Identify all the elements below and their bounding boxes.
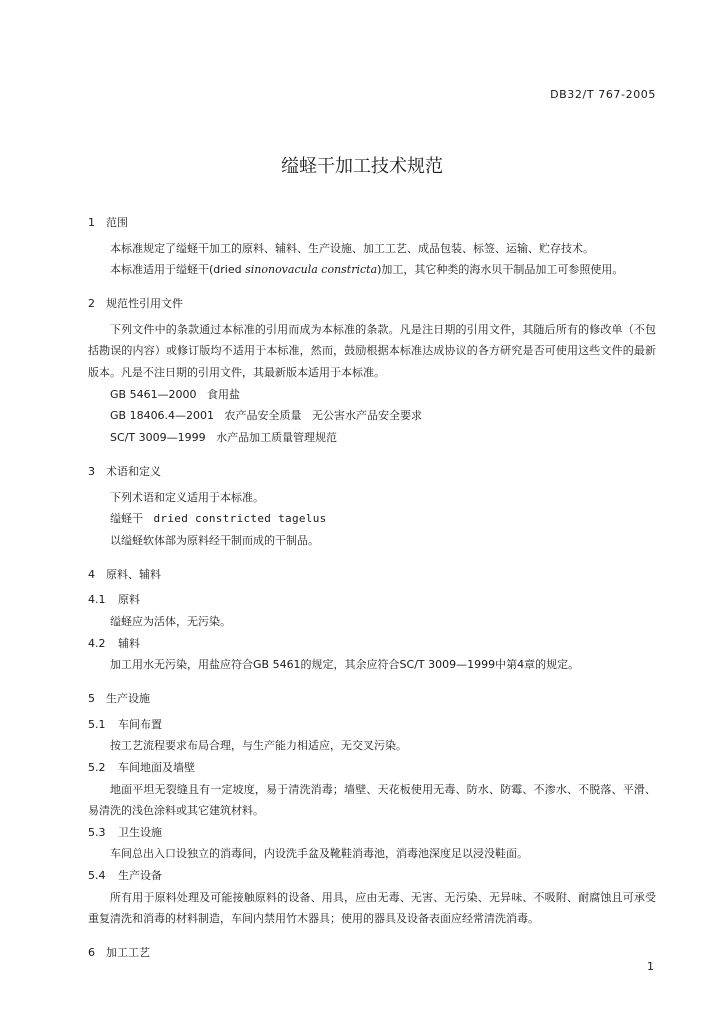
subsection-heading-5-1: [88, 714, 656, 736]
reference-item: GB 5461—2000 食用盐: [110, 387, 241, 401]
subsection-heading-5-2: [88, 757, 656, 779]
subsection-number: 5.1: [88, 717, 106, 731]
paragraph: 加工用水无污染，用盐应符合GB 5461的规定，其余应符合SC/T 3009—1999中第4章的规定。: [110, 658, 580, 672]
section-heading-5: [88, 688, 656, 710]
section-number: 6: [88, 946, 95, 960]
term-entry: [88, 508, 656, 530]
section-heading-2: [88, 293, 656, 315]
latin-name: sinonovacula constricta: [245, 263, 378, 277]
document-body: [88, 212, 656, 964]
page-number: 1: [647, 960, 654, 973]
section-title: 术语和定义: [106, 464, 161, 478]
term-english: dried constricted tagelus: [153, 512, 327, 526]
paragraph: 下列术语和定义适用于本标准。: [110, 490, 264, 504]
subsection-title: 车间地面及墙壁: [118, 761, 195, 775]
paragraph: 缢蛏应为活体，无污染。: [110, 615, 231, 628]
subsection-title: 卫生设施: [118, 825, 162, 839]
paragraph: [88, 259, 656, 281]
section-title: 规范性引用文件: [106, 297, 183, 311]
section-heading-1: [88, 212, 656, 234]
subsection-title: 辅料: [118, 636, 140, 650]
reference-item: SC/T 3009—1999 水产品加工质量管理规范: [110, 430, 338, 444]
subsection-number: 5.2: [88, 761, 106, 775]
section-number: 4: [88, 567, 95, 581]
paragraph: 车间总出入口设独立的消毒间，内设洗手盆及靴鞋消毒池，消毒池深度足以浸没鞋面。: [110, 847, 528, 861]
subsection-heading-4-1: [88, 589, 656, 611]
section-title: 加工工艺: [106, 946, 150, 960]
reference-item: GB 18406.4—2001 农产品安全质量 无公害水产品安全要求: [110, 409, 423, 423]
section-title: 生产设施: [106, 692, 150, 706]
subsection-title: 车间布置: [118, 717, 162, 731]
subsection-number: 4.2: [88, 636, 106, 650]
subsection-title: 原料: [118, 593, 140, 607]
paragraph: 下列文件中的条款通过本标准的引用而成为本标准的条款。凡是注日期的引用文件，其随后所有的修改单（不包括勘误的内容）或修订版均不适用于本标准，然而，鼓励根据本标准达成协议的各方研究是否可使用这些文件的最新版本。凡是不注日期的引用文件，其最新版本适用于本标准。: [88, 322, 656, 380]
paragraph: 按工艺流程要求布局合理，与生产能力相适应，无交叉污染。: [110, 739, 407, 753]
section-number: 2: [88, 297, 95, 311]
subsection-heading-5-3: [88, 822, 656, 844]
subsection-number: 4.1: [88, 593, 106, 607]
term-definition: 以缢蛏软体部为原料经干制而成的干制品。: [110, 533, 319, 547]
paragraph: 所有用于原料处理及可能接触原料的设备、用具，应由无毒、无害、无污染、无异味、不吸附、耐腐蚀且可承受重复清洗和消毒的材料制造，车间内禁用竹木器具；使用的器具及设备表面应经常清洗消毒。: [88, 890, 656, 926]
section-title: 原料、辅料: [106, 567, 161, 581]
standard-code: DB32/T 767-2005: [550, 88, 656, 101]
section-heading-3: [88, 461, 656, 483]
section-number: 3: [88, 464, 95, 478]
section-number: 5: [88, 692, 95, 706]
section-heading-6: [88, 942, 656, 964]
subsection-number: 5.4: [88, 869, 106, 883]
subsection-number: 5.3: [88, 825, 106, 839]
term-chinese: 缢蛏干: [110, 512, 143, 526]
document-title: 缢蛏干加工技术规范: [281, 156, 443, 177]
section-heading-4: [88, 564, 656, 586]
subsection-title: 生产设备: [118, 869, 162, 883]
paragraph: 地面平坦无裂缝且有一定坡度，易于清洗消毒；墙壁、天花板使用无毒、防水、防霉、不渗水、不脱落、平滑、易清洗的浅色涂料或其它建筑材料。: [88, 782, 656, 818]
section-number: 1: [88, 216, 95, 229]
subsection-heading-5-4: [88, 865, 656, 887]
paragraph: 本标准规定了缢蛏干加工的原料、辅料、生产设施、加工工艺、成品包装、标签、运输、贮存技术。: [110, 241, 594, 255]
subsection-heading-4-2: [88, 633, 656, 655]
text-run: )加工，其它种类的海水贝干制品加工可参照使用。: [377, 263, 624, 277]
text-run: 本标准适用于缢蛏干(dried: [110, 263, 246, 277]
section-title: 范围: [106, 216, 128, 229]
